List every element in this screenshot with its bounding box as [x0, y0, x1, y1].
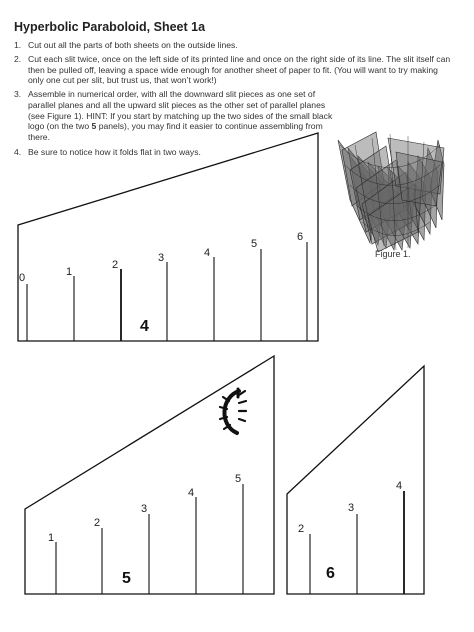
panel-5: [25, 356, 274, 594]
panel-6: [287, 366, 424, 594]
black-logo-icon: [220, 389, 246, 433]
slit-label: 3: [141, 503, 148, 515]
slit-label: 0: [19, 272, 26, 284]
panel-4-outline: [18, 133, 318, 341]
instruction-text: Be sure to notice how it folds flat in two ways.: [28, 147, 201, 158]
slit-label: 2: [298, 523, 305, 535]
panel-number-label: 6: [326, 565, 335, 582]
slit-label: 2: [112, 259, 119, 271]
panel-4: [18, 133, 318, 341]
figure-caption: Figure 1.: [375, 249, 411, 259]
instruction-number: 1.: [14, 40, 22, 50]
slit-label: 3: [348, 502, 355, 514]
slit-label: 5: [235, 473, 242, 485]
slit-label: 4: [396, 480, 403, 492]
instruction-text-part: panels), you may find it easier to continue assembling from there.: [28, 121, 323, 142]
slit-label: 5: [251, 238, 258, 250]
instruction-text: Cut out all the parts of both sheets on the outside lines.: [28, 40, 238, 50]
slit-label: 1: [66, 266, 73, 278]
panel-number-label: 4: [140, 318, 149, 335]
slit-label: 3: [158, 252, 165, 264]
panel-number-label: 5: [122, 570, 131, 587]
instruction-text-part: Assemble in numerical order, with all the downward slit pieces as one set of parallel planes and all the upward slit pieces as the other set of parallel planes (see Figure 1). HINT: If you start by matching up the two sides of the small black logo (on the two: [28, 89, 333, 132]
instruction-bold-number: 5: [91, 121, 97, 132]
figure-1-illustration: [338, 132, 444, 252]
instruction-text: Cut each slit twice, once on the left side of its printed line and once on the right side of its line. The slit itself can then be pulled off, leaving a space wide enough for another sheet of paper to fit. (You will want to try making only one cut per slit, but trust us, that won’t work!): [28, 54, 451, 86]
slit-label: 1: [48, 532, 55, 544]
slit-label: 4: [188, 487, 195, 499]
instruction-number: 2.: [14, 54, 22, 65]
page-title: Hyperbolic Paraboloid, Sheet 1a: [14, 20, 206, 34]
instruction-number: 4.: [14, 147, 22, 158]
slit-label: 2: [94, 517, 101, 529]
instruction-number: 3.: [14, 89, 22, 100]
slit-label: 6: [297, 231, 304, 243]
slit-label: 4: [204, 247, 211, 259]
